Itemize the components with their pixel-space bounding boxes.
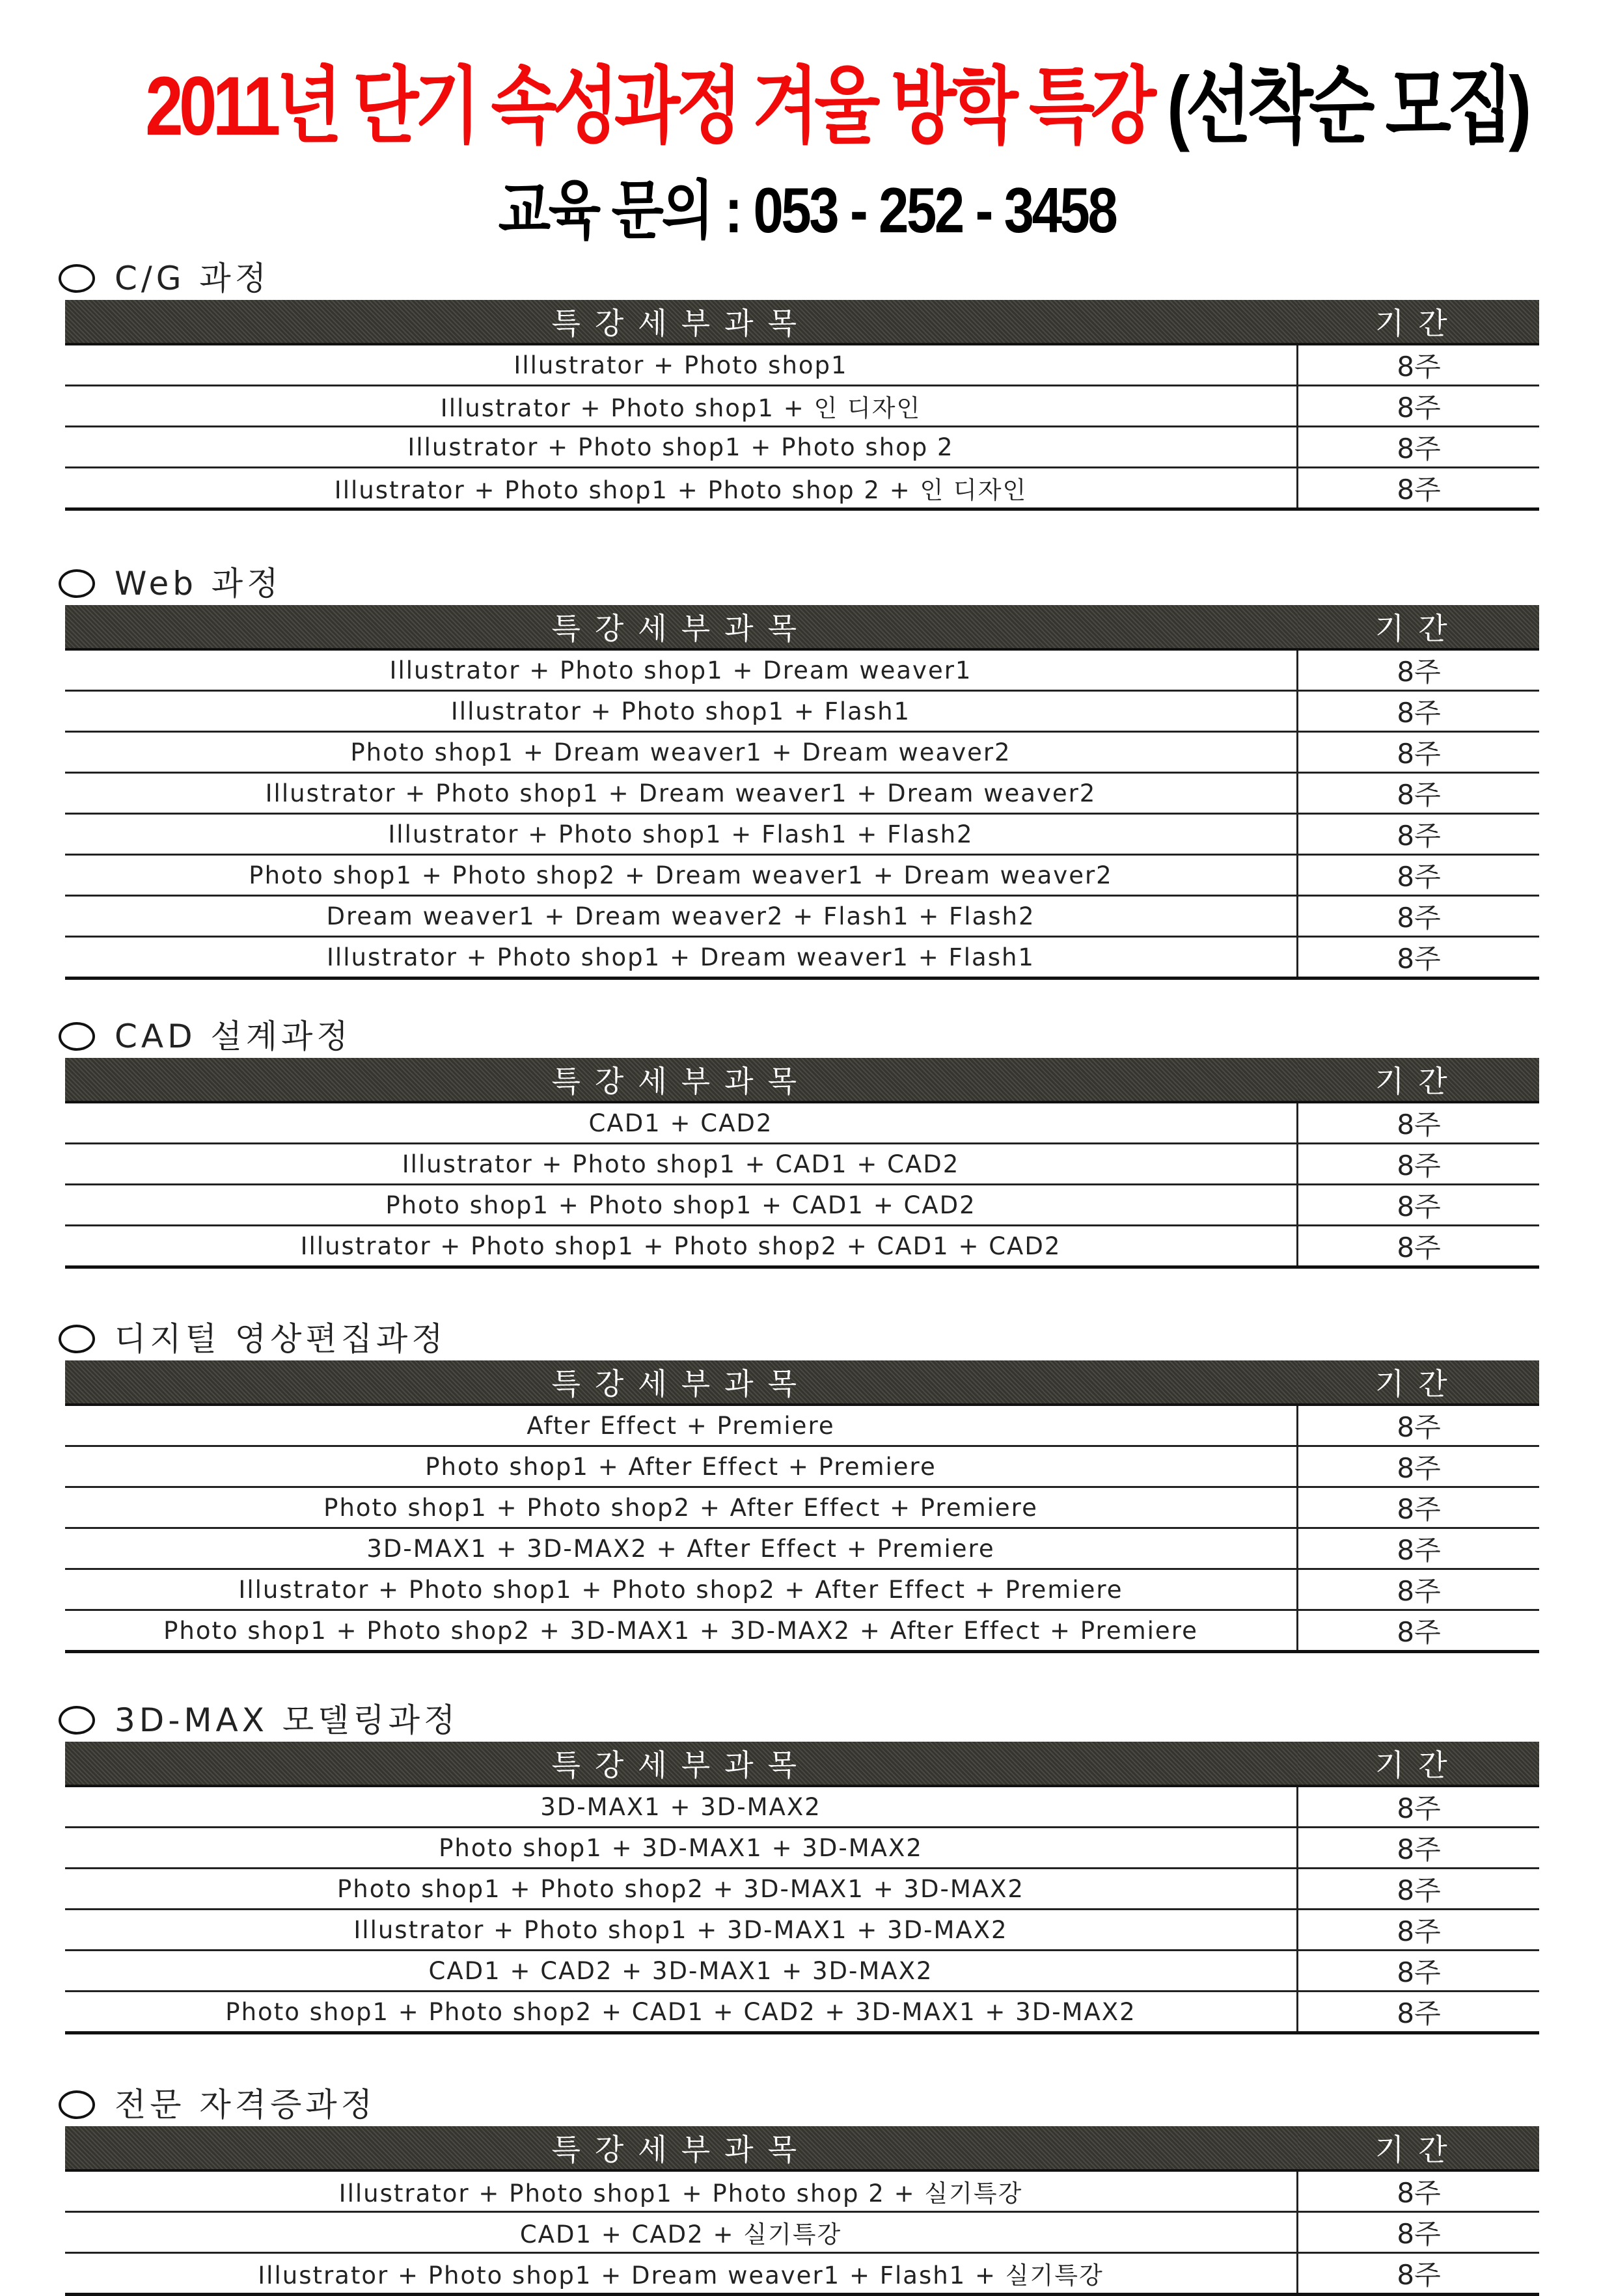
circle-bullet-icon bbox=[59, 1325, 95, 1353]
table-row bbox=[65, 1144, 1539, 1185]
table-row bbox=[65, 2212, 1539, 2253]
section-heading bbox=[59, 2083, 1539, 2126]
table-row bbox=[65, 427, 1539, 468]
table-row bbox=[65, 2170, 1539, 2212]
course-subjects: Illustrator + Photo shop1 + CAD1 + CAD2 bbox=[65, 1144, 1298, 1185]
subject-header: 특강세부과목 bbox=[65, 300, 1298, 344]
table-row bbox=[65, 937, 1539, 979]
course-subjects: Photo shop1 + Photo shop2 + 3D-MAX1 + 3D-MAX2 + After Effect + Premiere bbox=[65, 1610, 1298, 1652]
table-row bbox=[65, 1102, 1539, 1144]
course-table bbox=[65, 1058, 1539, 1269]
table-row bbox=[65, 1992, 1539, 2033]
table-row bbox=[65, 691, 1539, 732]
course-subjects: CAD1 + CAD2 bbox=[65, 1102, 1298, 1144]
period-header: 기간 bbox=[1298, 1742, 1540, 1786]
course-subjects: 3D-MAX1 + 3D-MAX2 + After Effect + Premiere bbox=[65, 1528, 1298, 1569]
course-period: 8주 bbox=[1298, 1144, 1540, 1185]
course-subjects: Photo shop1 + Photo shop1 + CAD1 + CAD2 bbox=[65, 1185, 1298, 1226]
course-period: 8주 bbox=[1298, 1185, 1540, 1226]
table-row bbox=[65, 1185, 1539, 1226]
course-period: 8주 bbox=[1298, 937, 1540, 979]
table-row bbox=[65, 773, 1539, 814]
table-header bbox=[65, 1360, 1539, 1405]
course-period: 8주 bbox=[1298, 386, 1540, 427]
period-header: 기간 bbox=[1298, 300, 1540, 344]
table-row bbox=[65, 732, 1539, 773]
table-row bbox=[65, 1910, 1539, 1951]
table-row bbox=[65, 1786, 1539, 1828]
table-row bbox=[65, 1610, 1539, 1652]
course-subjects: Illustrator + Photo shop1 + Dream weaver1 bbox=[65, 649, 1298, 691]
course-period: 8주 bbox=[1298, 1610, 1540, 1652]
course-section bbox=[59, 1015, 1539, 1269]
section-heading bbox=[59, 1317, 1539, 1360]
course-period: 8주 bbox=[1298, 814, 1540, 855]
course-subjects: Photo shop1 + After Effect + Premiere bbox=[65, 1446, 1298, 1487]
table-row bbox=[65, 1569, 1539, 1610]
course-table bbox=[65, 1742, 1539, 2034]
section-heading bbox=[59, 257, 1539, 300]
course-period: 8주 bbox=[1298, 2212, 1540, 2253]
course-period: 8주 bbox=[1298, 344, 1540, 386]
course-period: 8주 bbox=[1298, 691, 1540, 732]
course-period: 8주 bbox=[1298, 2170, 1540, 2212]
circle-bullet-icon bbox=[59, 569, 95, 598]
course-section bbox=[59, 2083, 1539, 2296]
subject-header: 특강세부과목 bbox=[65, 1360, 1298, 1405]
course-subjects: Photo shop1 + Dream weaver1 + Dream weaver2 bbox=[65, 732, 1298, 773]
section-title: CAD 설계과정 bbox=[115, 1018, 352, 1055]
title-main: 2011년 단기 속성과정 겨울 방학 특강 bbox=[145, 60, 1153, 153]
course-section bbox=[59, 562, 1539, 980]
circle-bullet-icon bbox=[59, 2090, 95, 2119]
subject-header: 특강세부과목 bbox=[65, 2126, 1298, 2170]
course-subjects: Illustrator + Photo shop1 + Photo shop2 + After Effect + Premiere bbox=[65, 1569, 1298, 1610]
course-period: 8주 bbox=[1298, 1528, 1540, 1569]
subject-header: 특강세부과목 bbox=[65, 1742, 1298, 1786]
circle-bullet-icon bbox=[59, 1022, 95, 1051]
section-title: 전문 자격증과정 bbox=[115, 2086, 376, 2124]
course-table bbox=[65, 1360, 1539, 1653]
course-table bbox=[65, 300, 1539, 511]
course-period: 8주 bbox=[1298, 1226, 1540, 1267]
period-header: 기간 bbox=[1298, 1360, 1540, 1405]
course-period: 8주 bbox=[1298, 773, 1540, 814]
page-title bbox=[145, 39, 1527, 159]
course-period: 8주 bbox=[1298, 468, 1540, 509]
section-title: C/G 과정 bbox=[115, 260, 270, 297]
title-note: (선착순 모집) bbox=[1167, 60, 1527, 153]
subject-header: 특강세부과목 bbox=[65, 605, 1298, 649]
course-period: 8주 bbox=[1298, 427, 1540, 468]
course-subjects: Dream weaver1 + Dream weaver2 + Flash1 + Flash2 bbox=[65, 896, 1298, 937]
circle-bullet-icon bbox=[59, 264, 95, 293]
period-header: 기간 bbox=[1298, 605, 1540, 649]
period-header: 기간 bbox=[1298, 2126, 1540, 2170]
course-subjects: Illustrator + Photo shop1 + Photo shop 2 bbox=[65, 427, 1298, 468]
course-subjects: Photo shop1 + 3D-MAX1 + 3D-MAX2 bbox=[65, 1828, 1298, 1869]
course-period: 8주 bbox=[1298, 732, 1540, 773]
course-subjects: Illustrator + Photo shop1 + Photo shop2 + CAD1 + CAD2 bbox=[65, 1226, 1298, 1267]
course-period: 8주 bbox=[1298, 1102, 1540, 1144]
course-period: 8주 bbox=[1298, 1828, 1540, 1869]
course-subjects: Illustrator + Photo shop1 + Dream weaver1 + Flash1 bbox=[65, 937, 1298, 979]
circle-bullet-icon bbox=[59, 1706, 95, 1735]
course-section bbox=[59, 1317, 1539, 1653]
table-row bbox=[65, 468, 1539, 509]
table-row bbox=[65, 1951, 1539, 1992]
course-subjects: Illustrator + Photo shop1 + Dream weaver1 + Dream weaver2 bbox=[65, 773, 1298, 814]
course-subjects: Illustrator + Photo shop1 + Photo shop 2 + 인 디자인 bbox=[65, 468, 1298, 509]
course-period: 8주 bbox=[1298, 1487, 1540, 1528]
course-subjects: Illustrator + Photo shop1 + 3D-MAX1 + 3D-MAX2 bbox=[65, 1910, 1298, 1951]
table-row bbox=[65, 855, 1539, 896]
section-title: 3D-MAX 모델링과정 bbox=[115, 1701, 459, 1739]
course-period: 8주 bbox=[1298, 1569, 1540, 1610]
table-header bbox=[65, 1058, 1539, 1102]
course-period: 8주 bbox=[1298, 896, 1540, 937]
course-period: 8주 bbox=[1298, 855, 1540, 896]
table-row bbox=[65, 386, 1539, 427]
course-section bbox=[59, 257, 1539, 511]
course-subjects: Photo shop1 + Photo shop2 + CAD1 + CAD2 + 3D-MAX1 + 3D-MAX2 bbox=[65, 1992, 1298, 2033]
course-period: 8주 bbox=[1298, 1446, 1540, 1487]
course-subjects: Illustrator + Photo shop1 + Flash1 + Flash2 bbox=[65, 814, 1298, 855]
table-header bbox=[65, 300, 1539, 344]
course-subjects: Illustrator + Photo shop1 + Photo shop 2 + 실기특강 bbox=[65, 2170, 1298, 2212]
course-section bbox=[59, 1699, 1539, 2034]
course-period: 8주 bbox=[1298, 1405, 1540, 1446]
section-heading bbox=[59, 1015, 1539, 1058]
table-header bbox=[65, 605, 1539, 649]
course-period: 8주 bbox=[1298, 1869, 1540, 1910]
course-table bbox=[65, 2126, 1539, 2296]
course-table bbox=[65, 605, 1539, 980]
table-row bbox=[65, 1446, 1539, 1487]
table-row bbox=[65, 1226, 1539, 1267]
course-period: 8주 bbox=[1298, 2253, 1540, 2295]
course-subjects: Photo shop1 + Photo shop2 + 3D-MAX1 + 3D-MAX2 bbox=[65, 1869, 1298, 1910]
table-row bbox=[65, 1828, 1539, 1869]
course-period: 8주 bbox=[1298, 1951, 1540, 1992]
table-row bbox=[65, 814, 1539, 855]
course-subjects: Illustrator + Photo shop1 + Dream weaver1 + Flash1 + 실기특강 bbox=[65, 2253, 1298, 2295]
section-title: Web 과정 bbox=[115, 565, 282, 602]
section-heading bbox=[59, 562, 1539, 605]
course-subjects: CAD1 + CAD2 + 실기특강 bbox=[65, 2212, 1298, 2253]
table-row bbox=[65, 896, 1539, 937]
course-subjects: Photo shop1 + Photo shop2 + Dream weaver1 + Dream weaver2 bbox=[65, 855, 1298, 896]
course-period: 8주 bbox=[1298, 1992, 1540, 2033]
table-header bbox=[65, 2126, 1539, 2170]
table-row bbox=[65, 1528, 1539, 1569]
course-subjects: Illustrator + Photo shop1 bbox=[65, 344, 1298, 386]
course-subjects: Illustrator + Photo shop1 + Flash1 bbox=[65, 691, 1298, 732]
table-row bbox=[65, 1405, 1539, 1446]
section-heading bbox=[59, 1699, 1539, 1742]
table-row bbox=[65, 649, 1539, 691]
table-header bbox=[65, 1742, 1539, 1786]
period-header: 기간 bbox=[1298, 1058, 1540, 1102]
table-row bbox=[65, 1869, 1539, 1910]
table-row bbox=[65, 1487, 1539, 1528]
course-subjects: After Effect + Premiere bbox=[65, 1405, 1298, 1446]
course-subjects: CAD1 + CAD2 + 3D-MAX1 + 3D-MAX2 bbox=[65, 1951, 1298, 1992]
course-period: 8주 bbox=[1298, 1910, 1540, 1951]
table-row bbox=[65, 344, 1539, 386]
course-period: 8주 bbox=[1298, 1786, 1540, 1828]
table-row bbox=[65, 2253, 1539, 2295]
subject-header: 특강세부과목 bbox=[65, 1058, 1298, 1102]
course-subjects: Illustrator + Photo shop1 + 인 디자인 bbox=[65, 386, 1298, 427]
course-subjects: Photo shop1 + Photo shop2 + After Effect + Premiere bbox=[65, 1487, 1298, 1528]
section-title: 디지털 영상편집과정 bbox=[115, 1320, 447, 1358]
course-period: 8주 bbox=[1298, 649, 1540, 691]
course-subjects: 3D-MAX1 + 3D-MAX2 bbox=[65, 1786, 1298, 1828]
contact-phone: 교육 문의 : 053 - 252 - 3458 bbox=[498, 174, 1116, 246]
